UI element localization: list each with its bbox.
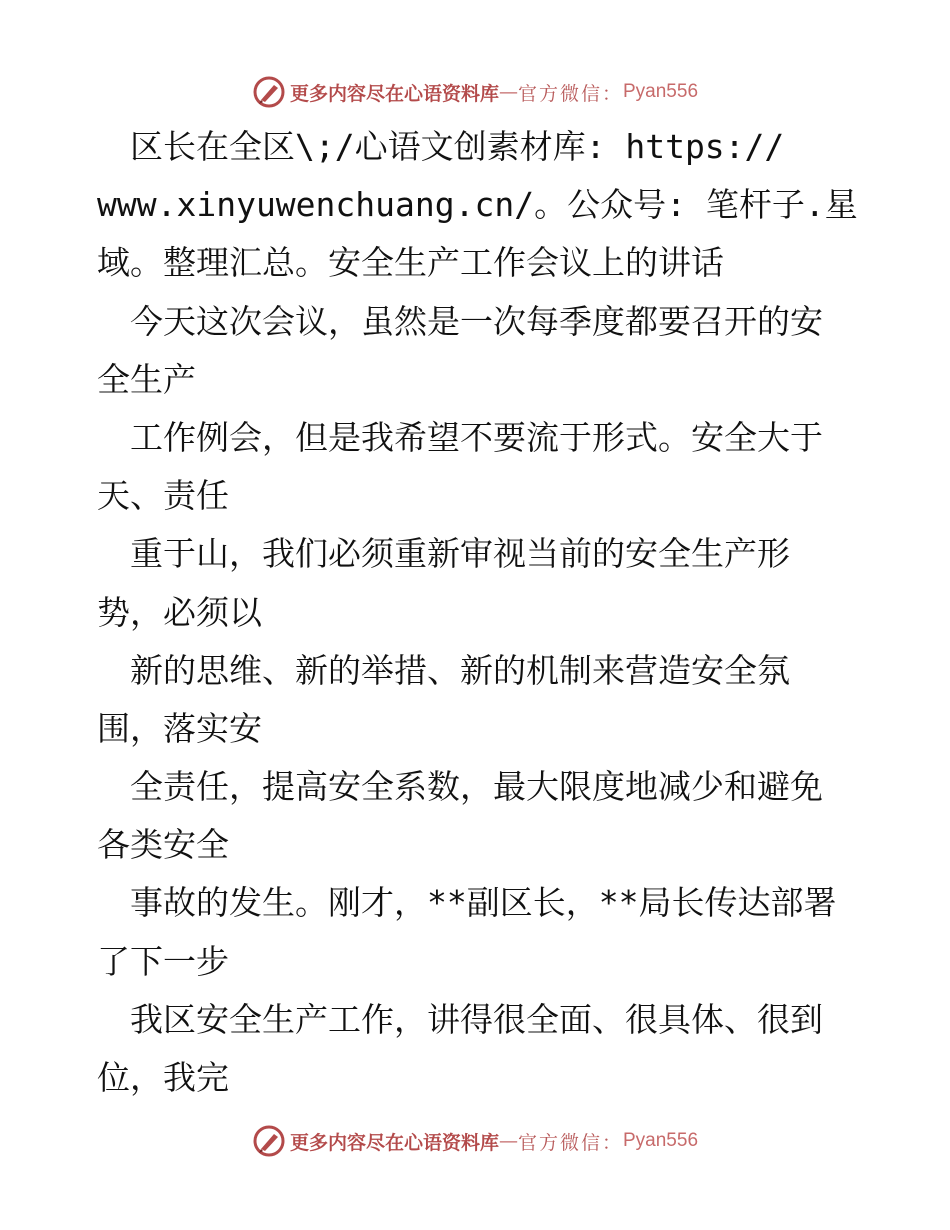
footer-wechat-label: 官方微信： xyxy=(517,1131,623,1154)
header-wechat-id: Pyan556 xyxy=(623,81,699,102)
pen-logo-icon xyxy=(252,75,286,109)
document-body xyxy=(97,118,867,1107)
document-line: 今天这次会议，虽然是一次每季度都要召开的安 xyxy=(97,301,823,341)
document-line: 天、责任 xyxy=(97,476,229,516)
document-line: 重于山，我们必须重新审视当前的安全生产形 xyxy=(97,534,790,574)
document-line: 事故的发生。刚才，**副区长，**局长传达部署 xyxy=(97,883,837,923)
header-brand-text: 更多内容尽在心语资料库 xyxy=(289,82,499,105)
document-line: 势，必须以 xyxy=(97,592,262,632)
document-line: 各类安全 xyxy=(97,825,229,865)
document-line: 全生产 xyxy=(97,359,196,399)
header-banner xyxy=(0,72,950,112)
document-line: 区长在全区\;/心语文创素材库: https:// xyxy=(97,127,785,166)
document-line: 位，我完 xyxy=(97,1058,229,1097)
document-line: 新的思维、新的举措、新的机制来营造安全氛 xyxy=(97,650,790,690)
document-line: 围，落实安 xyxy=(97,708,262,748)
pen-logo-icon xyxy=(252,1124,286,1158)
footer-wechat-id: Pyan556 xyxy=(623,1130,699,1151)
footer-brand-text: 更多内容尽在心语资料库 xyxy=(289,1131,499,1154)
footer-banner xyxy=(0,1121,950,1161)
document-line: www.xinyuwenchuang.cn/。公众号: 笔杆子.星 xyxy=(97,185,858,225)
header-dash: — xyxy=(498,81,518,103)
document-line: 我区安全生产工作，讲得很全面、很具体、很到 xyxy=(97,999,823,1039)
footer-dash: — xyxy=(498,1130,518,1152)
document-line: 域。整理汇总。安全生产工作会议上的讲话 xyxy=(97,243,724,283)
header-wechat-label: 官方微信： xyxy=(517,82,623,105)
document-line: 了下一步 xyxy=(97,941,229,981)
document-line: 工作例会，但是我希望不要流于形式。安全大于 xyxy=(97,417,823,457)
document-line: 全责任，提高安全系数，最大限度地减少和避免 xyxy=(97,767,823,807)
